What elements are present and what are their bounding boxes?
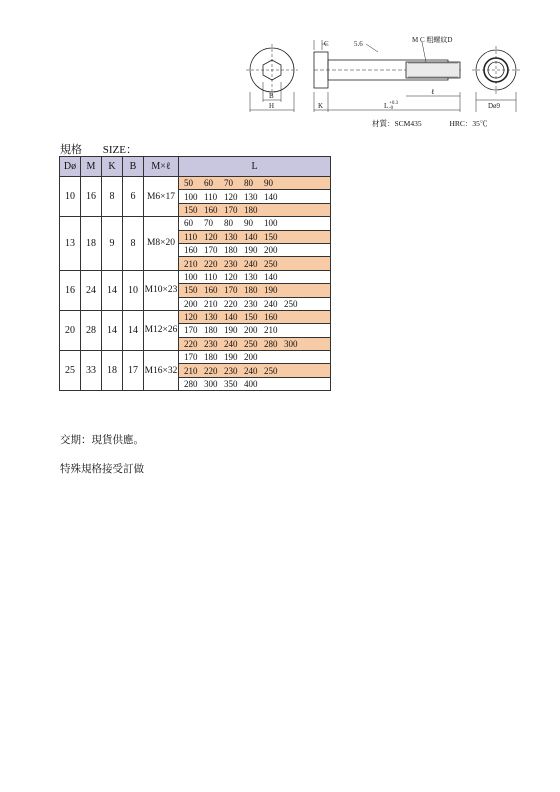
cell-d: 16 bbox=[60, 270, 81, 310]
cell-m: 18 bbox=[81, 217, 102, 271]
length-value: 100 bbox=[184, 271, 198, 282]
length-value: 190 bbox=[244, 245, 258, 256]
length-value: 250 bbox=[284, 298, 298, 309]
length-value: 220 bbox=[204, 258, 218, 269]
length-value: 180 bbox=[224, 245, 238, 256]
spec-title bbox=[60, 141, 137, 157]
table-row bbox=[60, 217, 331, 230]
cell-d: 25 bbox=[60, 351, 81, 391]
length-value: 230 bbox=[244, 298, 258, 309]
length-value: 120 bbox=[224, 271, 238, 282]
length-value: 130 bbox=[244, 271, 258, 282]
cell-lengths bbox=[179, 377, 331, 390]
length-value: 160 bbox=[204, 285, 218, 296]
length-value: 350 bbox=[224, 379, 238, 390]
header-thread: M×ℓ bbox=[144, 157, 179, 177]
table-header-row bbox=[60, 157, 331, 177]
length-value: 230 bbox=[224, 365, 238, 376]
thread-callout-label: M C 粗螺紋D bbox=[412, 36, 453, 44]
length-value: 220 bbox=[204, 365, 218, 376]
length-value: 170 bbox=[204, 245, 218, 256]
cell-k: 14 bbox=[102, 310, 123, 350]
cell-k: 9 bbox=[102, 217, 123, 271]
length-value: 130 bbox=[244, 191, 258, 202]
header-b: B bbox=[123, 157, 144, 177]
length-value: 400 bbox=[244, 379, 258, 390]
length-value: 140 bbox=[244, 231, 258, 242]
cell-lengths bbox=[179, 257, 331, 270]
size-table bbox=[59, 156, 331, 391]
table-row bbox=[60, 310, 331, 323]
cell-b: 8 bbox=[123, 217, 144, 271]
dim-d-label: Dø9 bbox=[488, 102, 501, 110]
length-value: 150 bbox=[184, 204, 198, 215]
length-value: 80 bbox=[244, 178, 253, 189]
length-value: 240 bbox=[264, 298, 278, 309]
length-value: 70 bbox=[204, 218, 213, 229]
cell-thread: M6×17 bbox=[144, 177, 179, 217]
length-value: 60 bbox=[184, 218, 193, 229]
cell-b: 10 bbox=[123, 270, 144, 310]
length-value: 160 bbox=[204, 204, 218, 215]
cell-m: 24 bbox=[81, 270, 102, 310]
length-value: 200 bbox=[244, 325, 258, 336]
chamfer-label: 5.6 bbox=[354, 40, 363, 48]
cell-m: 28 bbox=[81, 310, 102, 350]
hardness-text: HRC：35℃ bbox=[449, 119, 488, 128]
length-value: 210 bbox=[184, 258, 198, 269]
length-value: 170 bbox=[224, 285, 238, 296]
cell-lengths bbox=[179, 324, 331, 337]
length-value: 240 bbox=[224, 338, 238, 349]
dim-h-label: H bbox=[269, 102, 275, 110]
bolt-drawing-svg bbox=[236, 30, 526, 130]
cell-thread: M12×26 bbox=[144, 310, 179, 350]
dim-l-label: L bbox=[384, 102, 389, 110]
length-value: 190 bbox=[264, 285, 278, 296]
length-value: 170 bbox=[224, 204, 238, 215]
length-value: 250 bbox=[264, 258, 278, 269]
cell-d: 13 bbox=[60, 217, 81, 271]
length-value: 80 bbox=[224, 218, 233, 229]
cell-lengths bbox=[179, 203, 331, 216]
dim-k-label: K bbox=[318, 102, 324, 110]
length-value: 220 bbox=[184, 338, 198, 349]
length-value: 240 bbox=[244, 258, 258, 269]
length-value: 140 bbox=[264, 191, 278, 202]
length-value: 140 bbox=[264, 271, 278, 282]
length-value: 70 bbox=[224, 178, 233, 189]
length-value: 250 bbox=[264, 365, 278, 376]
table-row bbox=[60, 270, 331, 283]
length-value: 240 bbox=[244, 365, 258, 376]
spec-title-en: SIZE： bbox=[102, 144, 137, 156]
dim-l-tolerance-lower: -0 bbox=[389, 106, 394, 111]
cell-b: 14 bbox=[123, 310, 144, 350]
length-value: 200 bbox=[244, 352, 258, 363]
length-value: 280 bbox=[184, 379, 198, 390]
cell-lengths bbox=[179, 243, 331, 256]
length-value: 300 bbox=[204, 379, 218, 390]
length-value: 100 bbox=[184, 191, 198, 202]
length-value: 170 bbox=[184, 325, 198, 336]
length-value: 180 bbox=[244, 204, 258, 215]
length-value: 60 bbox=[204, 178, 213, 189]
cell-k: 18 bbox=[102, 351, 123, 391]
cell-m: 16 bbox=[81, 177, 102, 217]
length-value: 190 bbox=[224, 352, 238, 363]
table-row bbox=[60, 351, 331, 364]
length-value: 150 bbox=[244, 312, 258, 323]
length-value: 280 bbox=[264, 338, 278, 349]
dim-c-label: C bbox=[324, 40, 329, 48]
length-value: 120 bbox=[224, 191, 238, 202]
cell-lengths bbox=[179, 284, 331, 297]
length-value: 50 bbox=[184, 178, 193, 189]
header-k: K bbox=[102, 157, 123, 177]
dim-l-tolerance: +0.3 bbox=[389, 101, 399, 106]
length-value: 170 bbox=[184, 352, 198, 363]
cell-m: 33 bbox=[81, 351, 102, 391]
cell-thread: M16×32 bbox=[144, 351, 179, 391]
dim-b-label: B bbox=[269, 92, 274, 100]
cell-b: 6 bbox=[123, 177, 144, 217]
header-d: Dø bbox=[60, 157, 81, 177]
length-value: 190 bbox=[224, 325, 238, 336]
length-value: 210 bbox=[184, 365, 198, 376]
length-value: 180 bbox=[204, 352, 218, 363]
length-value: 210 bbox=[264, 325, 278, 336]
length-value: 130 bbox=[224, 231, 238, 242]
length-value: 300 bbox=[284, 338, 298, 349]
cell-lengths bbox=[179, 310, 331, 323]
cell-d: 10 bbox=[60, 177, 81, 217]
header-l: L bbox=[179, 157, 331, 177]
cell-lengths bbox=[179, 190, 331, 203]
length-value: 120 bbox=[184, 312, 198, 323]
cell-lengths bbox=[179, 297, 331, 310]
length-value: 120 bbox=[204, 231, 218, 242]
length-value: 220 bbox=[224, 298, 238, 309]
cell-thread: M8×20 bbox=[144, 217, 179, 271]
bolt-technical-drawing bbox=[236, 30, 526, 130]
length-value: 130 bbox=[204, 312, 218, 323]
length-value: 150 bbox=[264, 231, 278, 242]
cell-b: 17 bbox=[123, 351, 144, 391]
spec-title-cn: 規格 bbox=[60, 144, 82, 156]
cell-d: 20 bbox=[60, 310, 81, 350]
header-m: M bbox=[81, 157, 102, 177]
cell-lengths bbox=[179, 217, 331, 230]
length-value: 230 bbox=[204, 338, 218, 349]
cell-k: 8 bbox=[102, 177, 123, 217]
length-value: 210 bbox=[204, 298, 218, 309]
cell-lengths bbox=[179, 230, 331, 243]
length-value: 90 bbox=[264, 178, 273, 189]
material-info bbox=[372, 118, 513, 129]
length-value: 110 bbox=[204, 191, 218, 202]
length-value: 250 bbox=[244, 338, 258, 349]
length-value: 180 bbox=[204, 325, 218, 336]
delivery-note: 交期：現貨供應。 bbox=[60, 435, 144, 446]
length-value: 100 bbox=[264, 218, 278, 229]
length-value: 230 bbox=[224, 258, 238, 269]
cell-k: 14 bbox=[102, 270, 123, 310]
cell-lengths bbox=[179, 270, 331, 283]
length-value: 160 bbox=[264, 312, 278, 323]
custom-order-note: 特殊規格接受訂做 bbox=[60, 464, 144, 475]
length-value: 90 bbox=[244, 218, 253, 229]
length-value: 150 bbox=[184, 285, 198, 296]
dim-ell-label: ℓ bbox=[431, 88, 435, 96]
material-text: 材質：SCM435 bbox=[372, 119, 422, 128]
table-body bbox=[60, 177, 331, 391]
cell-lengths bbox=[179, 337, 331, 350]
table-row bbox=[60, 177, 331, 190]
length-value: 200 bbox=[184, 298, 198, 309]
cell-lengths bbox=[179, 364, 331, 377]
length-value: 180 bbox=[244, 285, 258, 296]
length-value: 140 bbox=[224, 312, 238, 323]
length-value: 110 bbox=[204, 271, 218, 282]
cell-lengths bbox=[179, 177, 331, 190]
length-value: 110 bbox=[184, 231, 198, 242]
cell-thread: M10×23 bbox=[144, 270, 179, 310]
length-value: 160 bbox=[184, 245, 198, 256]
length-value: 200 bbox=[264, 245, 278, 256]
cell-lengths bbox=[179, 351, 331, 364]
